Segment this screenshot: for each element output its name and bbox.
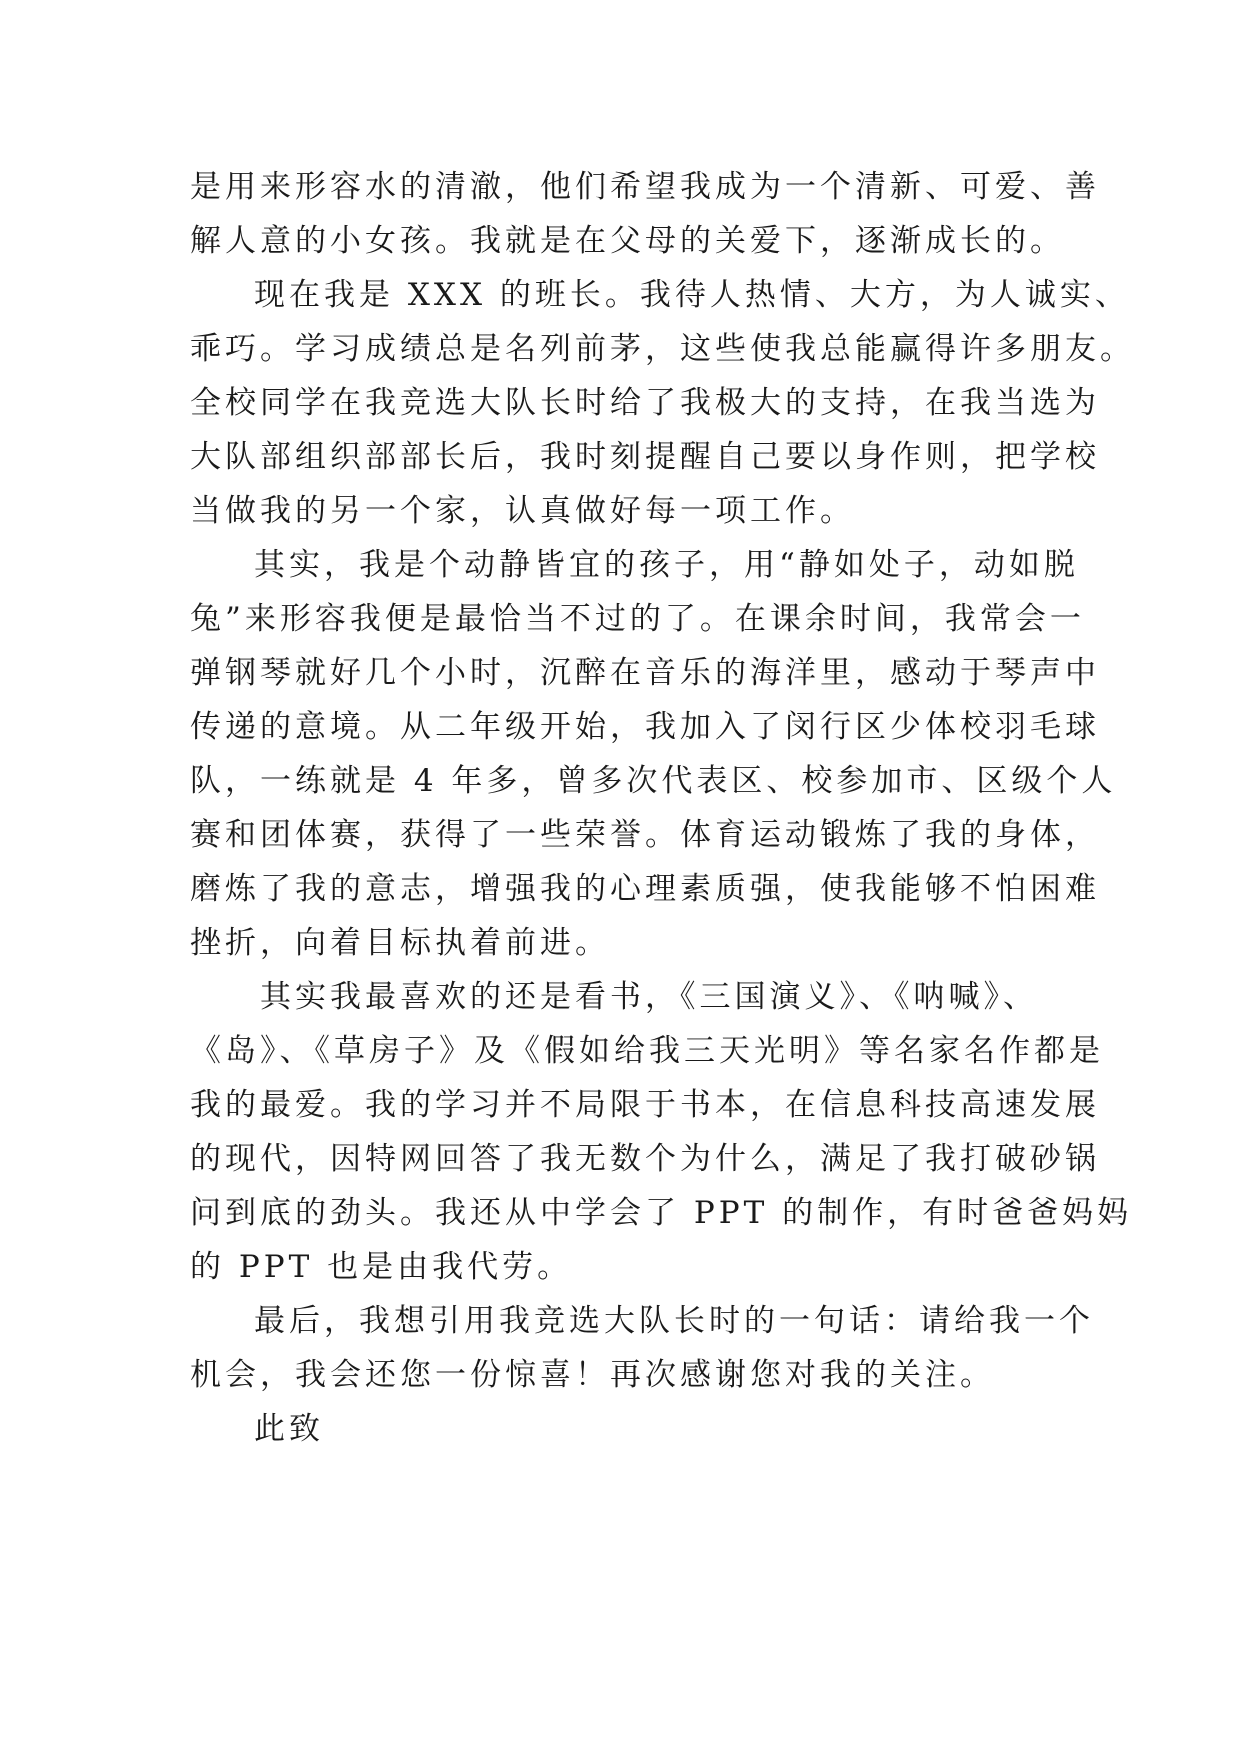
paragraph-start-line: 现在我是 XXX 的班长。我待人热情、大方，为人诚实、 <box>254 277 1130 313</box>
text-line: 全校同学在我竞选大队长时给了我极大的支持，在我当选为 <box>190 385 1100 421</box>
text-line: 问到底的劲头。我还从中学会了 PPT 的制作，有时爸爸妈妈 <box>190 1195 1133 1231</box>
text-line: 挫折，向着目标执着前进。 <box>190 925 610 961</box>
text-line: 当做我的另一个家，认真做好每一项工作。 <box>190 493 855 529</box>
text-line: 大队部组织部部长后，我时刻提醒自己要以身作则，把学校 <box>190 439 1100 475</box>
text-line: 兔”来形容我便是最恰当不过的了。在课余时间，我常会一 <box>190 601 1085 637</box>
text-line: 赛和团体赛，获得了一些荣誉。体育运动锻炼了我的身体， <box>190 817 1100 853</box>
letter-body <box>190 160 1135 1456</box>
text-line: 机会，我会还您一份惊喜！再次感谢您对我的关注。 <box>190 1357 995 1393</box>
text-line: 的现代，因特网回答了我无数个为什么，满足了我打破砂锅 <box>190 1141 1100 1177</box>
paragraph-start-line: 其实我最喜欢的还是看书，《三国演义》、《呐喊》、 <box>260 979 1038 1015</box>
text-line: 是用来形容水的清澈，他们希望我成为一个清新、可爱、善 <box>190 169 1100 205</box>
paragraph-start-line: 其实，我是个动静皆宜的孩子，用“静如处子，动如脱 <box>254 547 1079 583</box>
text-line: 解人意的小女孩。我就是在父母的关爱下，逐渐成长的。 <box>190 223 1065 259</box>
text-line: 传递的意境。从二年级开始，我加入了闵行区少体校羽毛球 <box>190 709 1100 745</box>
text-line: 的 PPT 也是由我代劳。 <box>190 1249 573 1285</box>
text-line: 我的最爱。我的学习并不局限于书本，在信息科技高速发展 <box>190 1087 1100 1123</box>
closing-salutation: 此致 <box>254 1411 324 1447</box>
text-line: 队，一练就是 4 年多，曾多次代表区、校参加市、区级个人 <box>190 763 1117 799</box>
text-line: 《岛》、《草房子》及《假如给我三天光明》等名家名作都是 <box>190 1033 1104 1069</box>
text-line: 弹钢琴就好几个小时，沉醉在音乐的海洋里，感动于琴声中 <box>190 655 1100 691</box>
text-line: 磨炼了我的意志，增强我的心理素质强，使我能够不怕困难 <box>190 871 1100 907</box>
text-line: 乖巧。学习成绩总是名列前茅，这些使我总能赢得许多朋友。 <box>190 331 1135 367</box>
paragraph-start-line: 最后，我想引用我竞选大队长时的一句话：请给我一个 <box>254 1303 1094 1339</box>
